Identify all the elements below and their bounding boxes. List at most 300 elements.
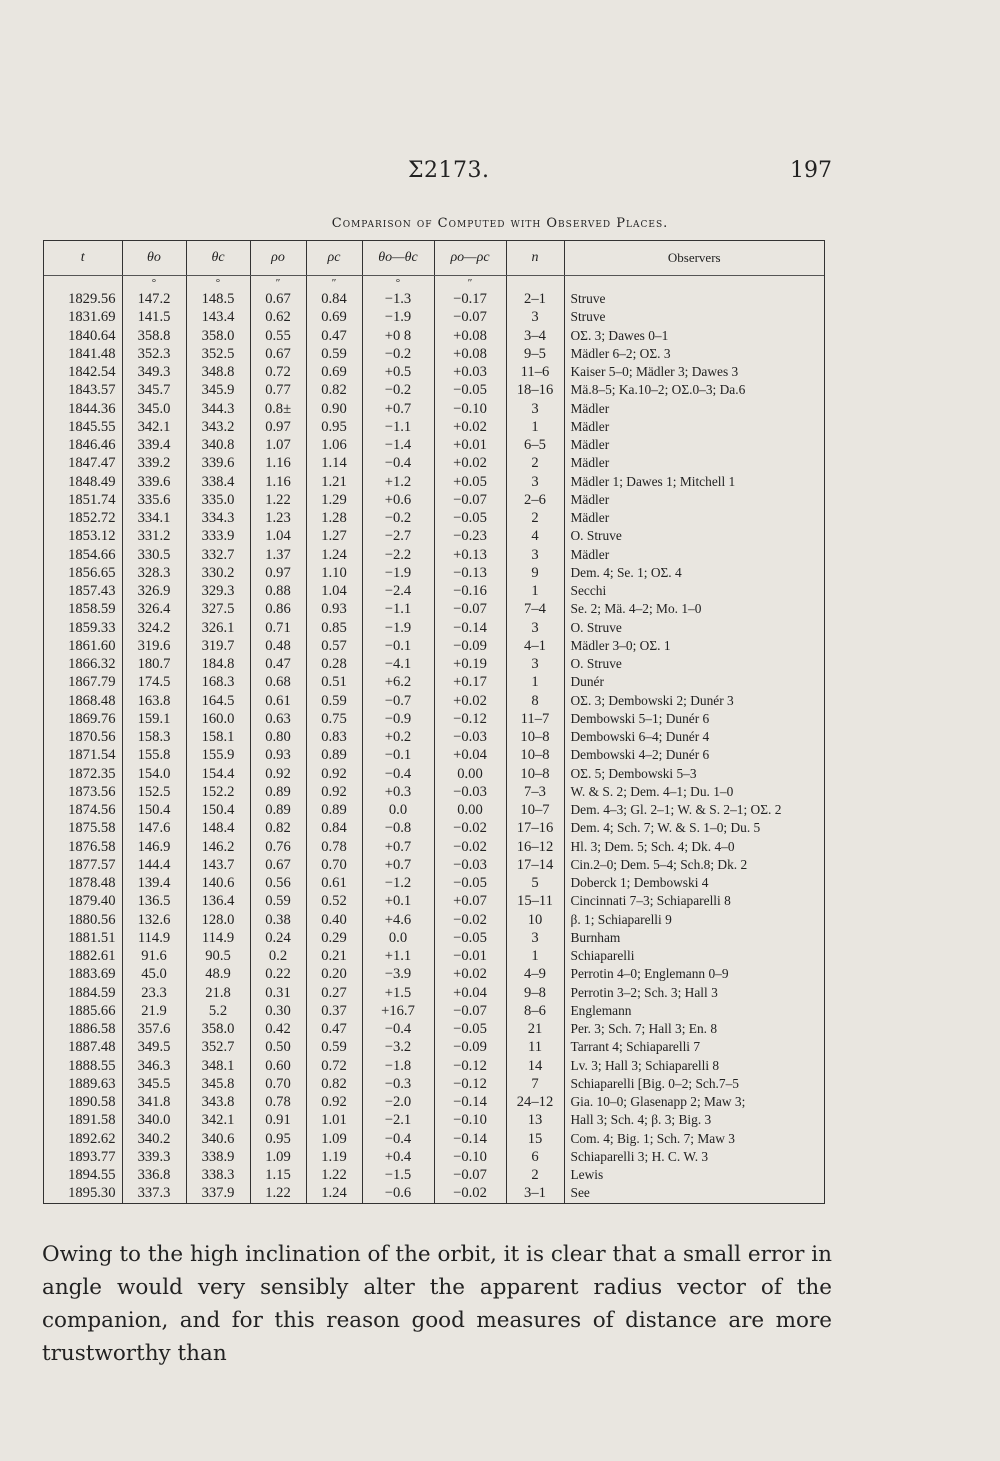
- table-row: [44, 1002, 824, 1020]
- table-row: [44, 1166, 824, 1184]
- table-cell: 18–16: [506, 381, 564, 399]
- observers-cell: β. 1; Schiaparelli 9: [570, 911, 672, 927]
- table-cell: −0.14: [434, 1130, 506, 1148]
- observers-cell: Schiaparelli [Big. 0–2; Sch.7–5: [570, 1075, 739, 1091]
- table-cell: 4: [506, 527, 564, 545]
- table-cell: −2.2: [362, 546, 434, 564]
- table-cell: +0.7: [362, 838, 434, 856]
- table-cell: 340.8: [186, 436, 250, 454]
- table-cell: 0.51: [306, 673, 362, 691]
- unit-cell: °: [186, 276, 250, 291]
- table-cell: 0.28: [306, 655, 362, 673]
- table-cell: 1886.58: [44, 1020, 122, 1038]
- table-row: [44, 856, 824, 874]
- table-cell: +0 8: [362, 327, 434, 345]
- table-row: [44, 1148, 824, 1166]
- table-cell: −3.9: [362, 965, 434, 983]
- table-row: [44, 1111, 824, 1129]
- table-cell: 11: [506, 1038, 564, 1056]
- observers-cell: Secchi: [570, 583, 607, 598]
- table-cell: 90.5: [186, 947, 250, 965]
- table-cell: 327.5: [186, 600, 250, 618]
- table-cell: 326.4: [122, 600, 186, 618]
- table-cell: 14: [506, 1057, 564, 1075]
- table-cell: 11–6: [506, 363, 564, 381]
- table-cell: 1.37: [250, 546, 306, 564]
- table-cell: 1841.48: [44, 345, 122, 363]
- observers-cell: OΣ. 3; Dawes 0–1: [570, 327, 669, 343]
- table-cell: 0.89: [306, 801, 362, 819]
- table-row: [44, 491, 824, 509]
- table-cell: −3.2: [362, 1038, 434, 1056]
- table-cell: 10: [506, 911, 564, 929]
- table-cell: 9–8: [506, 984, 564, 1002]
- table-cell: 154.4: [186, 765, 250, 783]
- table-row: [44, 1038, 824, 1056]
- observers-cell: See: [570, 1185, 590, 1201]
- table-cell: −0.12: [434, 1057, 506, 1075]
- observers-cell: Kaiser 5–0; Mädler 3; Dawes 3: [570, 364, 739, 379]
- table-cell: 1854.66: [44, 546, 122, 564]
- observers-cell: Mädler: [570, 546, 610, 562]
- observers-cell: Englemann: [570, 1002, 632, 1018]
- table-cell: 342.1: [122, 418, 186, 436]
- table-cell: 140.6: [186, 874, 250, 892]
- table-cell: 0.61: [250, 692, 306, 710]
- table-cell: 348.1: [186, 1057, 250, 1075]
- table-cell: +0.08: [434, 327, 506, 345]
- table-cell: 1883.69: [44, 965, 122, 983]
- table-cell: +0.1: [362, 892, 434, 910]
- table-cell: 337.9: [186, 1184, 250, 1202]
- table-row: [44, 600, 824, 618]
- observers-cell: Tarrant 4; Schiaparelli 7: [570, 1039, 701, 1055]
- table-cell: 0.84: [306, 819, 362, 837]
- table-cell: −0.16: [434, 582, 506, 600]
- table-cell: −1.5: [362, 1166, 434, 1184]
- observers-cell: Cin.2–0; Dem. 5–4; Sch.8; Dk. 2: [570, 856, 748, 872]
- table-cell: +4.6: [362, 911, 434, 929]
- table-cell: 1856.65: [44, 564, 122, 582]
- table-cell: 0.89: [250, 801, 306, 819]
- table-cell: 319.7: [186, 637, 250, 655]
- table-cell: +0.7: [362, 400, 434, 418]
- table-cell: −1.1: [362, 600, 434, 618]
- table-cell: 0.55: [250, 327, 306, 345]
- table-cell: −0.12: [434, 1075, 506, 1093]
- observers-cell: Mädler 6–2; OΣ. 3: [570, 345, 671, 361]
- table-cell: −1.9: [362, 308, 434, 326]
- table-cell: +6.2: [362, 673, 434, 691]
- observers-cell: Schiaparelli 3; H. C. W. 3: [570, 1148, 709, 1164]
- table-cell: 349.3: [122, 363, 186, 381]
- table-cell: 4–1: [506, 637, 564, 655]
- table-cell: 345.9: [186, 381, 250, 399]
- table-cell: −0.4: [362, 1130, 434, 1148]
- table-cell: 128.0: [186, 911, 250, 929]
- unit-cell: [564, 276, 824, 291]
- table-row: [44, 911, 824, 929]
- observers-cell: Mädler: [570, 437, 610, 452]
- table-cell: 164.5: [186, 692, 250, 710]
- table-cell: 0.97: [250, 418, 306, 436]
- table-cell: 0.52: [306, 892, 362, 910]
- table-row: [44, 327, 824, 345]
- table-cell: 1.28: [306, 509, 362, 527]
- observers-cell: Dembowski 5–1; Dunér 6: [570, 710, 710, 726]
- table-cell: −0.10: [434, 1111, 506, 1129]
- table-cell: 0.67: [250, 345, 306, 363]
- table-cell: 1858.59: [44, 600, 122, 618]
- table-cell: −0.09: [434, 1038, 506, 1056]
- observers-cell: Per. 3; Sch. 7; Hall 3; En. 8: [570, 1021, 718, 1036]
- observers-cell: Dunér: [570, 674, 604, 690]
- table-cell: −0.05: [434, 1020, 506, 1038]
- table-cell: 6: [506, 1148, 564, 1166]
- table-cell: 326.9: [122, 582, 186, 600]
- observers-cell: Dem. 4–3; Gl. 2–1; W. & S. 2–1; OΣ. 2: [570, 802, 782, 817]
- table-cell: 1: [506, 947, 564, 965]
- table-cell: 343.2: [186, 418, 250, 436]
- table-cell: −0.02: [434, 911, 506, 929]
- table-cell: 339.3: [122, 1148, 186, 1166]
- table-cell: 1891.58: [44, 1111, 122, 1129]
- table-cell: 3: [506, 546, 564, 564]
- column-header: ρc: [306, 241, 362, 276]
- table-cell: 10–8: [506, 746, 564, 764]
- table-cell: −0.07: [434, 1166, 506, 1184]
- table-cell: 148.5: [186, 290, 250, 308]
- table-cell: −0.1: [362, 637, 434, 655]
- table-cell: 1866.32: [44, 655, 122, 673]
- table-cell: 1874.56: [44, 801, 122, 819]
- units-row: [44, 276, 824, 291]
- table-cell: 0.72: [250, 363, 306, 381]
- table-row: [44, 454, 824, 472]
- table-row: [44, 838, 824, 856]
- table-cell: 1871.54: [44, 746, 122, 764]
- table-cell: +1.5: [362, 984, 434, 1002]
- table-cell: 0.75: [306, 710, 362, 728]
- observers-cell: W. & S. 2; Dem. 4–1; Du. 1–0: [570, 783, 734, 799]
- table-cell: 329.3: [186, 582, 250, 600]
- table-cell: 1878.48: [44, 874, 122, 892]
- table-cell: −0.12: [434, 710, 506, 728]
- table-cell: +0.05: [434, 473, 506, 491]
- table-cell: 335.6: [122, 491, 186, 509]
- table-row: [44, 381, 824, 399]
- observers-cell: Schiaparelli: [570, 948, 635, 963]
- table-cell: −0.4: [362, 1020, 434, 1038]
- observers-cell: Hl. 3; Dem. 5; Sch. 4; Dk. 4–0: [570, 838, 735, 854]
- observers-cell: Dembowski 4–2; Dunér 6: [570, 747, 710, 763]
- table-cell: 15: [506, 1130, 564, 1148]
- table-cell: 1.27: [306, 527, 362, 545]
- table-cell: −0.6: [362, 1184, 434, 1202]
- table-cell: 3: [506, 655, 564, 673]
- table-cell: 3–4: [506, 327, 564, 345]
- table-cell: 139.4: [122, 874, 186, 892]
- table-cell: 0.92: [306, 783, 362, 801]
- table-row: [44, 1093, 824, 1111]
- table-cell: 339.2: [122, 454, 186, 472]
- table-cell: 1.24: [306, 546, 362, 564]
- table-cell: 114.9: [122, 929, 186, 947]
- table-cell: −0.10: [434, 400, 506, 418]
- table-cell: 1892.62: [44, 1130, 122, 1148]
- table-cell: 349.5: [122, 1038, 186, 1056]
- table-cell: 0.63: [250, 710, 306, 728]
- table-cell: −0.09: [434, 637, 506, 655]
- table-header-row: [44, 241, 824, 276]
- table-cell: 1867.79: [44, 673, 122, 691]
- table-cell: 1.22: [250, 1184, 306, 1202]
- table-cell: 24–12: [506, 1093, 564, 1111]
- table-row: [44, 947, 824, 965]
- table-cell: 10–8: [506, 728, 564, 746]
- table-cell: 0.95: [250, 1130, 306, 1148]
- comparison-table-frame: [43, 240, 825, 1204]
- observers-cell: Mädler: [570, 510, 610, 525]
- observers-cell: O. Struve: [570, 656, 622, 671]
- table-cell: 0.70: [250, 1075, 306, 1093]
- table-cell: 1.19: [306, 1148, 362, 1166]
- table-cell: +0.5: [362, 363, 434, 381]
- column-header: ρo—ρc: [434, 241, 506, 276]
- table-cell: 1840.64: [44, 327, 122, 345]
- table-cell: +16.7: [362, 1002, 434, 1020]
- table-cell: 340.0: [122, 1111, 186, 1129]
- table-cell: 0.47: [306, 1020, 362, 1038]
- table-cell: 1.04: [250, 527, 306, 545]
- table-cell: 1882.61: [44, 947, 122, 965]
- table-cell: 358.8: [122, 327, 186, 345]
- table-cell: 159.1: [122, 710, 186, 728]
- table-cell: 1843.57: [44, 381, 122, 399]
- table-cell: +0.04: [434, 984, 506, 1002]
- observers-cell: Mädler 1; Dawes 1; Mitchell 1: [570, 473, 736, 489]
- table-cell: 1890.58: [44, 1093, 122, 1111]
- table-cell: 0.84: [306, 290, 362, 308]
- table-cell: 1.10: [306, 564, 362, 582]
- observers-cell: Dembowski 6–4; Dunér 4: [570, 729, 710, 744]
- observers-cell: Gia. 10–0; Glasenapp 2; Maw 3;: [570, 1094, 746, 1109]
- table-cell: 319.6: [122, 637, 186, 655]
- table-cell: 9–5: [506, 345, 564, 363]
- table-cell: 7: [506, 1075, 564, 1093]
- table-row: [44, 1020, 824, 1038]
- table-cell: 0.20: [306, 965, 362, 983]
- observers-cell: Dem. 4; Se. 1; OΣ. 4: [570, 564, 682, 580]
- table-cell: 0.00: [434, 765, 506, 783]
- table-cell: 340.2: [122, 1130, 186, 1148]
- table-cell: 3–1: [506, 1184, 564, 1202]
- table-cell: 1881.51: [44, 929, 122, 947]
- table-cell: −0.4: [362, 454, 434, 472]
- table-cell: 339.6: [186, 454, 250, 472]
- column-header: θo—θc: [362, 241, 434, 276]
- table-cell: 180.7: [122, 655, 186, 673]
- table-cell: 152.5: [122, 783, 186, 801]
- column-header: n: [506, 241, 564, 276]
- table-cell: 1868.48: [44, 692, 122, 710]
- table-cell: 352.7: [186, 1038, 250, 1056]
- table-cell: 17–16: [506, 819, 564, 837]
- table-cell: 2: [506, 454, 564, 472]
- table-cell: −2.0: [362, 1093, 434, 1111]
- table-cell: 8–6: [506, 1002, 564, 1020]
- table-cell: 0.92: [306, 765, 362, 783]
- table-cell: +0.17: [434, 673, 506, 691]
- table-cell: 1.06: [306, 436, 362, 454]
- table-cell: 0.21: [306, 947, 362, 965]
- table-row: [44, 1057, 824, 1075]
- table-cell: 0.93: [306, 600, 362, 618]
- observers-cell: Struve: [570, 309, 606, 325]
- table-cell: −0.07: [434, 600, 506, 618]
- table-cell: 1.07: [250, 436, 306, 454]
- table-cell: 0.83: [306, 728, 362, 746]
- observers-cell: Se. 2; Mä. 4–2; Mo. 1–0: [570, 601, 702, 617]
- table-cell: 0.0: [362, 929, 434, 947]
- comparison-table: [44, 241, 824, 1203]
- table-cell: 144.4: [122, 856, 186, 874]
- table-cell: 0.61: [306, 874, 362, 892]
- table-cell: 0.27: [306, 984, 362, 1002]
- table-cell: 0.77: [250, 381, 306, 399]
- table-cell: 21: [506, 1020, 564, 1038]
- table-cell: 333.9: [186, 527, 250, 545]
- table-cell: 1857.43: [44, 582, 122, 600]
- table-cell: 0.62: [250, 308, 306, 326]
- table-cell: 13: [506, 1111, 564, 1129]
- table-cell: 0.22: [250, 965, 306, 983]
- table-row: [44, 692, 824, 710]
- table-cell: 0.76: [250, 838, 306, 856]
- table-cell: 174.5: [122, 673, 186, 691]
- table-cell: 10–8: [506, 765, 564, 783]
- table-cell: −0.05: [434, 509, 506, 527]
- table-cell: −0.07: [434, 308, 506, 326]
- table-cell: 343.8: [186, 1093, 250, 1111]
- table-cell: 91.6: [122, 947, 186, 965]
- observers-cell: Doberck 1; Dembowski 4: [570, 875, 709, 890]
- table-cell: −1.9: [362, 564, 434, 582]
- table-cell: 3: [506, 400, 564, 418]
- table-cell: 154.0: [122, 765, 186, 783]
- table-cell: 358.0: [186, 327, 250, 345]
- table-cell: 16–12: [506, 838, 564, 856]
- observers-cell: Perrotin 3–2; Sch. 3; Hall 3: [570, 984, 718, 1000]
- observers-cell: Struve: [570, 291, 606, 306]
- table-cell: −0.03: [434, 783, 506, 801]
- table-cell: 328.3: [122, 564, 186, 582]
- table-cell: 45.0: [122, 965, 186, 983]
- table-cell: +0.04: [434, 746, 506, 764]
- table-cell: 0.30: [250, 1002, 306, 1020]
- observers-cell: Perrotin 4–0; Englemann 0–9: [570, 966, 729, 982]
- table-cell: 1889.63: [44, 1075, 122, 1093]
- table-cell: 0.59: [306, 692, 362, 710]
- table-row: [44, 1184, 824, 1202]
- table-cell: 0.89: [250, 783, 306, 801]
- table-cell: 330.5: [122, 546, 186, 564]
- table-cell: 1888.55: [44, 1057, 122, 1075]
- table-cell: 11–7: [506, 710, 564, 728]
- table-row: [44, 655, 824, 673]
- table-cell: 1875.58: [44, 819, 122, 837]
- table-cell: 0.80: [250, 728, 306, 746]
- table-cell: +0.07: [434, 892, 506, 910]
- table-cell: 1.14: [306, 454, 362, 472]
- observers-cell: Mädler 3–0; OΣ. 1: [570, 637, 671, 653]
- table-row: [44, 363, 824, 381]
- table-cell: 0.59: [250, 892, 306, 910]
- table-cell: +0.2: [362, 728, 434, 746]
- table-cell: 330.2: [186, 564, 250, 582]
- table-cell: 357.6: [122, 1020, 186, 1038]
- table-cell: −0.05: [434, 929, 506, 947]
- table-cell: 1872.35: [44, 765, 122, 783]
- table-cell: 0.2: [250, 947, 306, 965]
- table-cell: 341.8: [122, 1093, 186, 1111]
- page-header: [0, 158, 1000, 188]
- table-cell: 141.5: [122, 308, 186, 326]
- table-cell: 1853.12: [44, 527, 122, 545]
- table-cell: 143.4: [186, 308, 250, 326]
- table-cell: 348.8: [186, 363, 250, 381]
- table-row: [44, 874, 824, 892]
- table-cell: −0.8: [362, 819, 434, 837]
- observers-cell: Lv. 3; Hall 3; Schiaparelli 8: [570, 1057, 720, 1073]
- table-cell: 5.2: [186, 1002, 250, 1020]
- star-designation: Σ2173.: [408, 158, 490, 183]
- table-cell: 0.47: [306, 327, 362, 345]
- table-cell: +0.13: [434, 546, 506, 564]
- unit-cell: ″: [306, 276, 362, 291]
- table-cell: −1.2: [362, 874, 434, 892]
- table-row: [44, 765, 824, 783]
- table-cell: +1.2: [362, 473, 434, 491]
- table-cell: 1831.69: [44, 308, 122, 326]
- table-row: [44, 984, 824, 1002]
- table-cell: 0.40: [306, 911, 362, 929]
- table-cell: 160.0: [186, 710, 250, 728]
- table-cell: 10–7: [506, 801, 564, 819]
- column-header: ρo: [250, 241, 306, 276]
- table-cell: 0.71: [250, 619, 306, 637]
- table-cell: 1: [506, 582, 564, 600]
- table-cell: −0.05: [434, 381, 506, 399]
- table-row: [44, 637, 824, 655]
- table-cell: 0.57: [306, 637, 362, 655]
- table-cell: 2–1: [506, 290, 564, 308]
- observers-cell: Mä.8–5; Ka.10–2; OΣ.0–3; Da.6: [570, 382, 746, 398]
- table-cell: −0.10: [434, 1148, 506, 1166]
- table-cell: 3: [506, 473, 564, 491]
- observers-cell: OΣ. 5; Dembowski 5–3: [570, 765, 697, 781]
- table-cell: 0.56: [250, 874, 306, 892]
- table-cell: 150.4: [186, 801, 250, 819]
- page-number: 197: [790, 158, 832, 183]
- table-cell: 1873.56: [44, 783, 122, 801]
- table-cell: 339.4: [122, 436, 186, 454]
- table-cell: 345.0: [122, 400, 186, 418]
- table-cell: 338.4: [186, 473, 250, 491]
- table-row: [44, 582, 824, 600]
- table-cell: 1.22: [306, 1166, 362, 1184]
- table-cell: 168.3: [186, 673, 250, 691]
